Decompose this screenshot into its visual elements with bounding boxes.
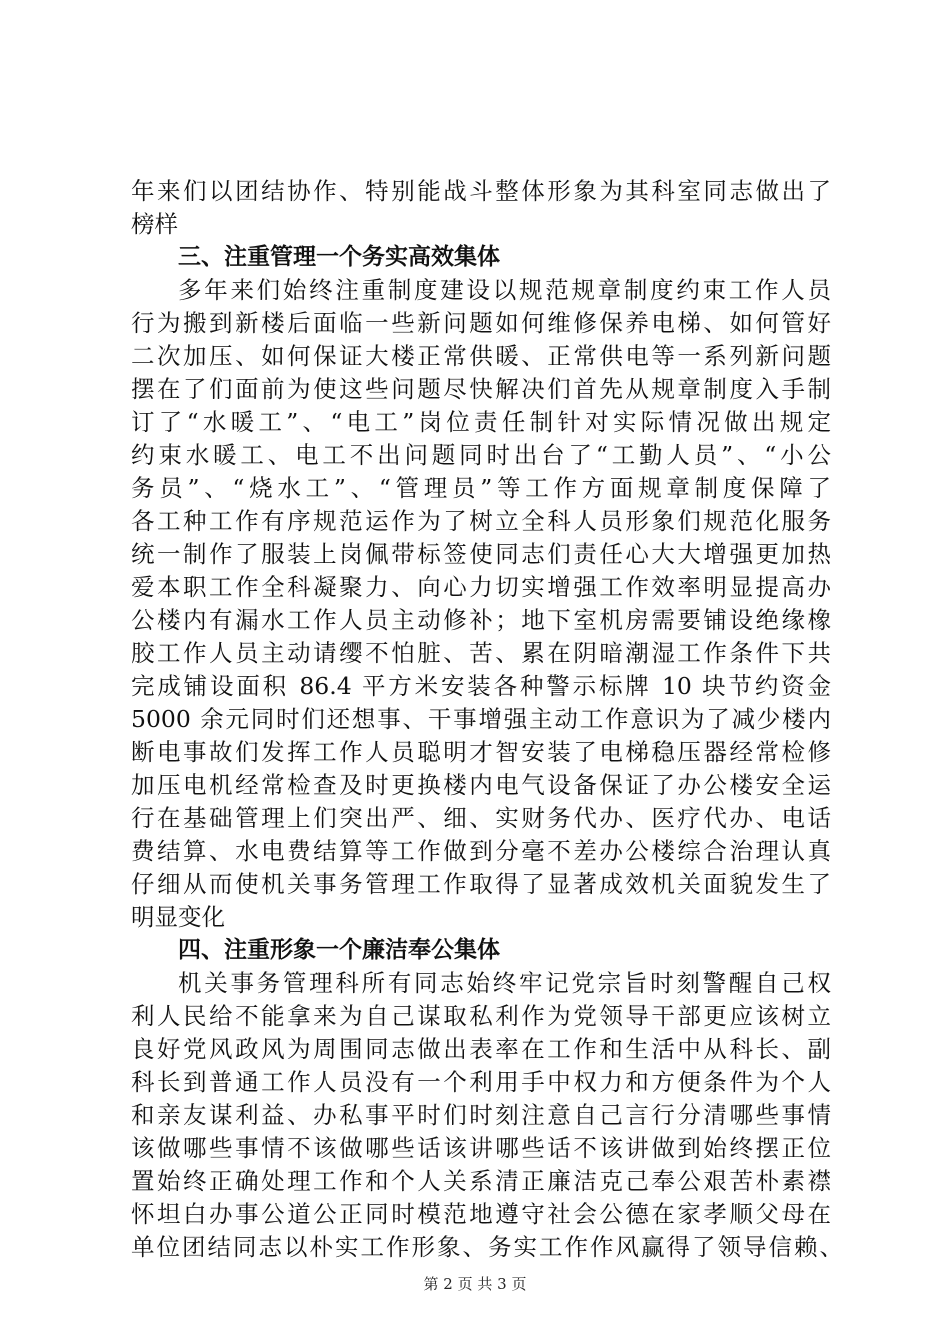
body-text-line: 胶工作人员主动请缨不怕脏、苦、累在阴暗潮湿工作条件下共	[131, 639, 831, 667]
body-text-line: 订了“水暖工”、“电工”岗位责任制针对实际情况做出规定	[131, 408, 831, 436]
body-text-line: 二次加压、如何保证大楼正常供暖、正常供电等一系列新问题	[131, 342, 831, 370]
body-text-line: 年来们以团结协作、特别能战斗整体形象为其科室同志做出了	[131, 177, 831, 205]
body-text-line: 怀坦白办事公道公正同时模范地遵守社会公德在家孝顺父母在	[131, 1200, 831, 1228]
body-text-line: 行为搬到新楼后面临一些新问题如何维修保养电梯、如何管好	[131, 309, 831, 337]
body-text-line: 加压电机经常检查及时更换楼内电气设备保证了办公楼安全运	[131, 771, 831, 799]
body-text-line: 利人民给不能拿来为自己谋取私利作为党领导干部更应该树立	[131, 1002, 831, 1030]
body-text-line: 约束水暖工、电工不出问题同时出台了“工勤人员”、“小公	[131, 441, 831, 469]
page-number-footer: 第 2 页 共 3 页	[423, 1275, 527, 1293]
section-heading: 三、注重管理一个务实高效集体	[178, 244, 500, 270]
body-text-line: 公楼内有漏水工作人员主动修补；地下室机房需要铺设绝缘橡	[131, 606, 831, 634]
body-text-line: 爱本职工作全科凝聚力、向心力切实增强工作效率明显提高办	[131, 573, 831, 601]
body-text-line: 科长到普通工作人员没有一个利用手中权力和方便条件为个人	[131, 1068, 831, 1096]
body-text-line: 行在基础管理上们突出严、细、实财务代办、医疗代办、电话	[131, 804, 831, 832]
section-heading: 四、注重形象一个廉洁奉公集体	[178, 937, 500, 963]
body-text-line: 该做哪些事情不该做哪些话该讲哪些话不该讲做到始终摆正位	[131, 1134, 831, 1162]
body-text-line: 务员”、“烧水工”、“管理员”等工作方面规章制度保障了	[131, 474, 831, 502]
body-text-line: 仔细从而使机关事务管理工作取得了显著成效机关面貌发生了	[131, 870, 831, 898]
body-text-line: 机关事务管理科所有同志始终牢记党宗旨时刻警醒自己权	[178, 969, 831, 997]
body-text-line: 多年来们始终注重制度建设以规范规章制度约束工作人员	[178, 276, 831, 304]
body-text-line: 良好党风政风为周围同志做出表率在工作和生活中从科长、副	[131, 1035, 831, 1063]
body-text-line: 完成铺设面积 86.4 平方米安装各种警示标牌 10 块节约资金	[131, 672, 831, 700]
body-text-line: 5000 余元同时们还想事、干事增强主动工作意识为了减少楼内	[131, 705, 831, 733]
body-text-line: 断电事故们发挥工作人员聪明才智安装了电梯稳压器经常检修	[131, 738, 831, 766]
body-text-line: 和亲友谋利益、办私事平时们时刻注意自己言行分清哪些事情	[131, 1101, 831, 1129]
body-text-line: 统一制作了服装上岗佩带标签使同志们责任心大大增强更加热	[131, 540, 831, 568]
body-text-line: 榜样	[131, 210, 178, 238]
body-text-line: 各工种工作有序规范运作为了树立全科人员形象们规范化服务	[131, 507, 831, 535]
body-text-line: 明显变化	[131, 903, 225, 931]
body-text-line: 置始终正确处理工作和个人关系清正廉洁克己奉公艰苦朴素襟	[131, 1167, 831, 1195]
body-text-line: 摆在了们面前为使这些问题尽快解决们首先从规章制度入手制	[131, 375, 831, 403]
body-text-line: 费结算、水电费结算等工作做到分毫不差办公楼综合治理认真	[131, 837, 831, 865]
body-text-line: 单位团结同志以朴实工作形象、务实工作作风赢得了领导信赖、	[131, 1233, 843, 1261]
